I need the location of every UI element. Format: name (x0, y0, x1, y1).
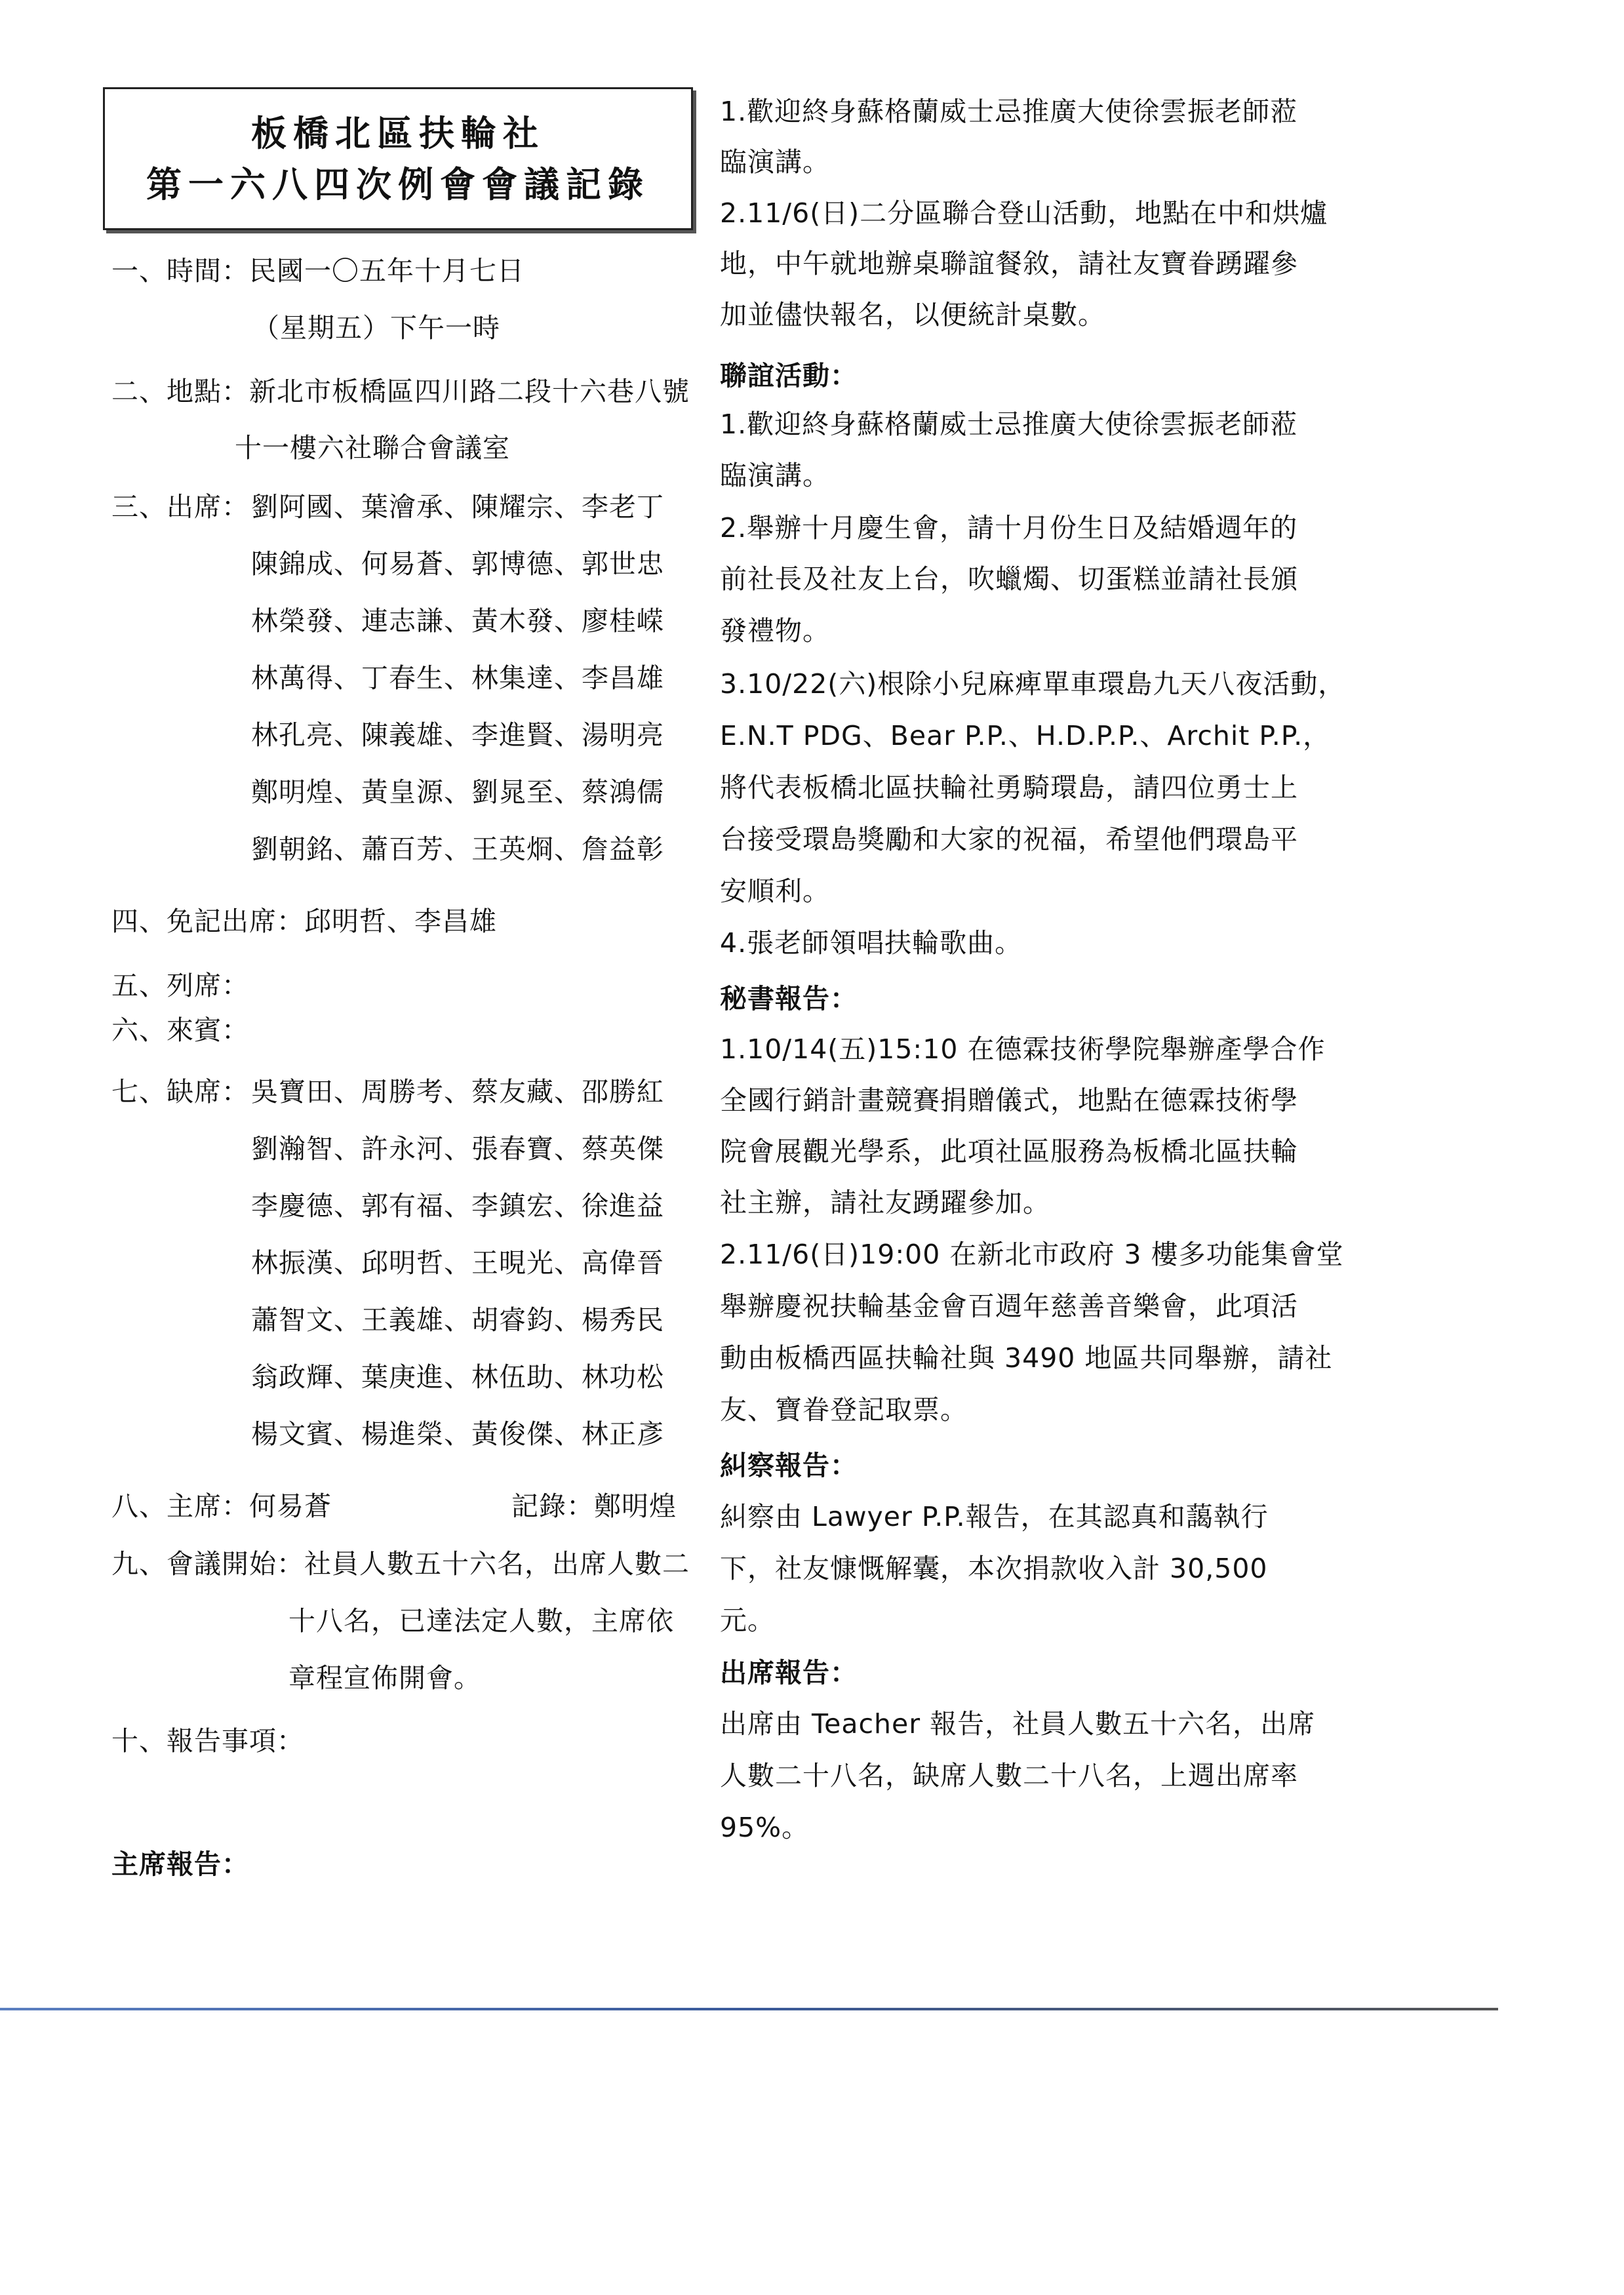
absent-row: 楊文賓、楊進榮、黃俊傑、林正彥 (251, 1418, 664, 1450)
absent-row: 林振漢、邱明哲、王晛光、高偉晉 (251, 1247, 664, 1279)
president-item: 2.11/6(日)二分區聯合登山活動，地點在中和烘爐 (720, 197, 1328, 229)
fellowship-item: E.N.T PDG、Bear P.P.、H.D.P.P.、Archit P.P.， (720, 720, 1331, 751)
attend-row: 林榮發、連志謙、黃木發、廖桂嵘 (251, 605, 664, 637)
page-bottom-rule (0, 2008, 1498, 2010)
meeting-value-2: 十八名，已達法定人數，主席依 (288, 1605, 674, 1637)
place-value: 新北市板橋區四川路二段十六巷八號 (249, 376, 690, 407)
secretary-item: 1.10/14(五)15:10 在德霖技術學院舉辦產學合作 (720, 1033, 1326, 1065)
secretary-item: 社主辦，請社友踴躍參加。 (720, 1187, 1050, 1218)
fellowship-item: 4.張老師領唱扶輪歌曲。 (720, 927, 1023, 959)
fellowship-heading: 聯誼活動： (720, 360, 858, 391)
fellowship-item: 安順利。 (720, 875, 830, 907)
recorder-label: 記錄： (511, 1490, 594, 1522)
guests-label: 五、列席： (111, 970, 249, 1001)
secretary-item: 動由板橋西區扶輪社與 3490 地區共同舉辦，請社 (720, 1342, 1333, 1374)
fellowship-item: 2.舉辦十月慶生會，請十月份生日及結婚週年的 (720, 512, 1298, 544)
secretary-heading: 秘書報告： (720, 983, 858, 1014)
absent-row: 蕭智文、王義雄、胡睿鈞、楊秀民 (251, 1304, 664, 1336)
exempt-value: 邱明哲、李昌雄 (304, 906, 497, 937)
fellowship-item: 前社長及社友上台，吹蠟燭、切蛋糕並請社長頒 (720, 563, 1298, 595)
sergeant-item: 糾察由 Lawyer P.P.報告，在其認真和藹執行 (720, 1501, 1269, 1532)
time-label: 一、時間： (111, 255, 249, 287)
attend-row: 林萬得、丁春生、林集達、李昌雄 (251, 662, 664, 694)
attendance-heading: 出席報告： (720, 1657, 858, 1688)
exempt-label: 四、免記出席： (111, 906, 304, 937)
sergeant-item: 元。 (720, 1605, 775, 1636)
secretary-item: 舉辦慶祝扶輪基金會百週年慈善音樂會，此項活 (720, 1290, 1298, 1322)
attendance-item: 人數二十八名，缺席人數二十八名，上週出席率 (720, 1760, 1298, 1791)
attend-label: 三、出席： (111, 491, 249, 523)
time-row (111, 254, 525, 287)
sergeant-heading: 糾察報告： (720, 1450, 858, 1481)
fellowship-item: 台接受環島獎勵和大家的祝福，希望他們環島平 (720, 824, 1298, 855)
president-item: 加並儘快報名，以便統計桌數。 (720, 299, 1105, 330)
secretary-item: 2.11/6(日)19:00 在新北市政府 3 樓多功能集會堂 (720, 1239, 1344, 1270)
chair-row (111, 1490, 332, 1523)
fellowship-item: 1.歡迎終身蘇格蘭威士忌推廣大使徐雲振老師蒞 (720, 409, 1298, 440)
club-name: 板橋北區扶輪社 (251, 112, 545, 154)
president-item: 臨演講。 (720, 146, 830, 178)
chair-value: 何易蒼 (249, 1490, 332, 1522)
visitors-label: 六、來賓： (111, 1014, 249, 1046)
absent-row: 劉瀚智、許永河、張春寶、蔡英傑 (251, 1133, 664, 1165)
exempt-row (111, 905, 497, 938)
attend-row: 劉阿國、葉澮承、陳耀宗、李老丁 (251, 491, 664, 523)
meeting-label: 九、會議開始： (111, 1548, 304, 1580)
time-value-2: （星期五）下午一時 (252, 312, 500, 344)
meeting-value-3: 章程宣佈開會。 (288, 1662, 481, 1694)
chair-label: 八、主席： (111, 1490, 249, 1522)
place-label: 二、地點： (111, 376, 249, 407)
recorder-value: 鄭明煌 (594, 1490, 677, 1522)
attendance-item: 95%。 (720, 1812, 810, 1843)
secretary-item: 友、寶眷登記取票。 (720, 1394, 968, 1426)
secretary-item: 全國行銷計畫競賽捐贈儀式，地點在德霖技術學 (720, 1085, 1298, 1116)
meeting-value: 社員人數五十六名，出席人數二 (304, 1548, 690, 1580)
secretary-item: 院會展觀光學系，此項社區服務為板橋北區扶輪 (720, 1136, 1298, 1167)
place-row (111, 375, 690, 408)
attend-row: 陳錦成、何易蒼、郭博德、郭世忠 (251, 548, 664, 580)
sergeant-item: 下，社友慷慨解囊，本次捐款收入計 30,500 (720, 1553, 1268, 1584)
attendance-item: 出席由 Teacher 報告，社員人數五十六名，出席 (720, 1708, 1316, 1740)
fellowship-item: 發禮物。 (720, 615, 830, 647)
absent-row: 翁政輝、葉庚進、林伍助、林功松 (251, 1361, 664, 1393)
attend-row: 劉朝銘、蕭百芳、王英烱、詹益彰 (251, 833, 664, 865)
meeting-row (111, 1547, 690, 1580)
fellowship-item: 將代表板橋北區扶輪社勇騎環島，請四位勇士上 (720, 772, 1298, 803)
place-value-2: 十一樓六社聯合會議室 (235, 432, 510, 464)
attend-row: 林孔亮、陳義雄、李進賢、湯明亮 (251, 719, 664, 751)
absent-label: 七、缺席： (111, 1076, 249, 1108)
meeting-title: 第一六八四次例會會議記錄 (146, 163, 650, 205)
recorder-row (511, 1490, 677, 1523)
report-label: 十、報告事項： (111, 1725, 304, 1757)
president-item: 地，中午就地辦桌聯誼餐敘，請社友寶眷踴躍參 (720, 248, 1298, 279)
president-item: 1.歡迎終身蘇格蘭威士忌推廣大使徐雲振老師蒞 (720, 96, 1298, 127)
fellowship-item: 3.10/22(六)根除小兒麻痺單車環島九天八夜活動， (720, 668, 1346, 700)
attend-row: 鄭明煌、黃皇源、劉晁至、蔡鴻儒 (251, 776, 664, 808)
absent-row: 李慶德、郭有福、李鎮宏、徐進益 (251, 1190, 664, 1222)
fellowship-item: 臨演講。 (720, 460, 830, 491)
president-report-heading: 主席報告： (111, 1848, 249, 1880)
absent-row: 吳寶田、周勝考、蔡友藏、邵勝紅 (251, 1076, 664, 1108)
document-title-box (103, 87, 693, 230)
time-value: 民國一〇五年十月七日 (249, 255, 525, 287)
